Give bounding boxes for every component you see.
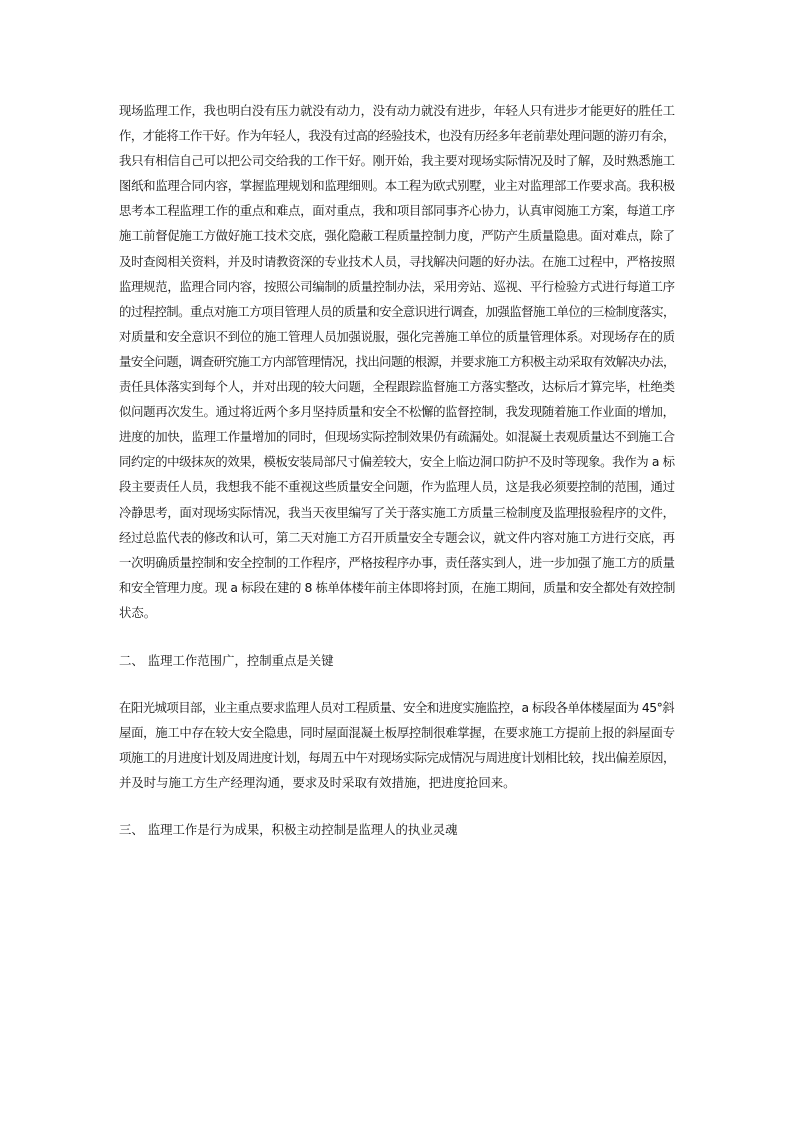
text-line: 监理规范，监理合同内容，按照公司编制的质量控制办法，采用旁站、巡视、平行检验方式进行每道工序	[119, 278, 675, 294]
body-paragraph-1	[119, 98, 675, 625]
text-line: 现场监理工作，我也明白没有压力就没有动力，没有动力就没有进步，年轻人只有进步才能更好的胜任工	[119, 103, 675, 118]
text-line: 施工前督促施工方做好施工技术交底，强化隐蔽工程质量控制力度，严防产生质量隐患。面对难点，除了	[119, 228, 675, 244]
text-line: 我只有相信自己可以把公司交给我的工作干好。刚开始，我主要对现场实际情况及时了解，及时熟悉施工	[119, 153, 675, 169]
text-line: 的过程控制。重点对施工方项目管理人员的质量和安全意识进行调查，加强监督施工单位的三检制度落实，	[119, 303, 675, 319]
text-line: 进度的加快，监理工作量增加的同时，但现场实际控制效果仍有疏漏处。如混凝土表观质量达不到施工合	[119, 429, 675, 445]
text-line: 责任具体落实到每个人，并对出现的较大问题，全程跟踪监督施工方落实整改，达标后才算完毕，杜绝类	[119, 379, 675, 395]
text-line: 状态。	[119, 604, 157, 620]
text-line: 在阳光城项目部，业主重点要求监理人员对工程质量、安全和进度实施监控，a 标段各单体楼屋面为 45°斜	[119, 699, 675, 715]
text-line: 作，才能将工作干好。作为年轻人，我没有过高的经验技术，也没有历经多年老前辈处理问题的游刃有余，	[119, 128, 675, 144]
text-line: 屋面，施工中存在较大安全隐患，同时屋面混凝土板厚控制很难掌握，在要求施工方提前上报的斜屋面专	[119, 725, 675, 741]
text-line: 项施工的月进度计划及周进度计划，每周五中午对现场实际完成情况与周进度计划相比较，找出偏差原因，	[119, 750, 675, 766]
text-line: 和安全管理力度。现 a 标段在建的 8 栋单体楼年前主体即将封顶，在施工期间，质量和安全都处有效控制	[119, 579, 675, 595]
text-line: 思考本工程监理工作的重点和难点，面对重点，我和项目部同事齐心协力，认真审阅施工方案，每道工序	[119, 203, 675, 219]
text-line: 及时查阅相关资料，并及时请教资深的专业技术人员，寻找解决问题的好办法。在施工过程中，严格按照	[119, 253, 675, 269]
text-line: 同约定的中级抹灰的效果，模板安装局部尺寸偏差较大，安全上临边洞口防护不及时等现象。我作为 a 标	[119, 454, 675, 470]
text-line: 冷静思考，面对现场实际情况，我当天夜里编写了关于落实施工方质量三检制度及监理报验程序的文件，	[119, 504, 675, 520]
section-heading-3: 三、 监理工作是行为成果，积极主动控制是监理人的执业灵魂	[119, 822, 458, 838]
text-line: 并及时与施工方生产经理沟通，要求及时采取有效措施，把进度抢回来。	[119, 775, 516, 791]
document-page	[119, 98, 675, 842]
text-line: 量安全问题，调查研究施工方内部管理情况，找出问题的根源，并要求施工方积极主动采取有效解决办法，	[119, 353, 675, 369]
text-line: 图纸和监理合同内容，掌握监理规划和监理细则。本工程为欧式别墅，业主对监理部工作要求高。我积极	[119, 178, 675, 194]
text-line: 似问题再次发生。通过将近两个多月坚持质量和安全不松懈的监督控制，我发现随着施工作业面的增加，	[119, 404, 675, 420]
text-line: 段主要责任人员，我想我不能不重视这些质量安全问题，作为监理人员，这是我必须要控制的范围，通过	[119, 479, 675, 495]
body-paragraph-2	[119, 695, 675, 795]
section-heading-2: 二、 监理工作范围广，控制重点是关键	[119, 652, 334, 668]
text-line: 对质量和安全意识不到位的施工管理人员加强说服，强化完善施工单位的质量管理体系。对现场存在的质	[119, 328, 675, 344]
text-line: 一次明确质量控制和安全控制的工作程序，严格按程序办事，责任落实到人，进一步加强了施工方的质量	[119, 554, 675, 570]
text-line: 经过总监代表的修改和认可，第二天对施工方召开质量安全专题会议，就文件内容对施工方进行交底，再	[119, 529, 675, 545]
